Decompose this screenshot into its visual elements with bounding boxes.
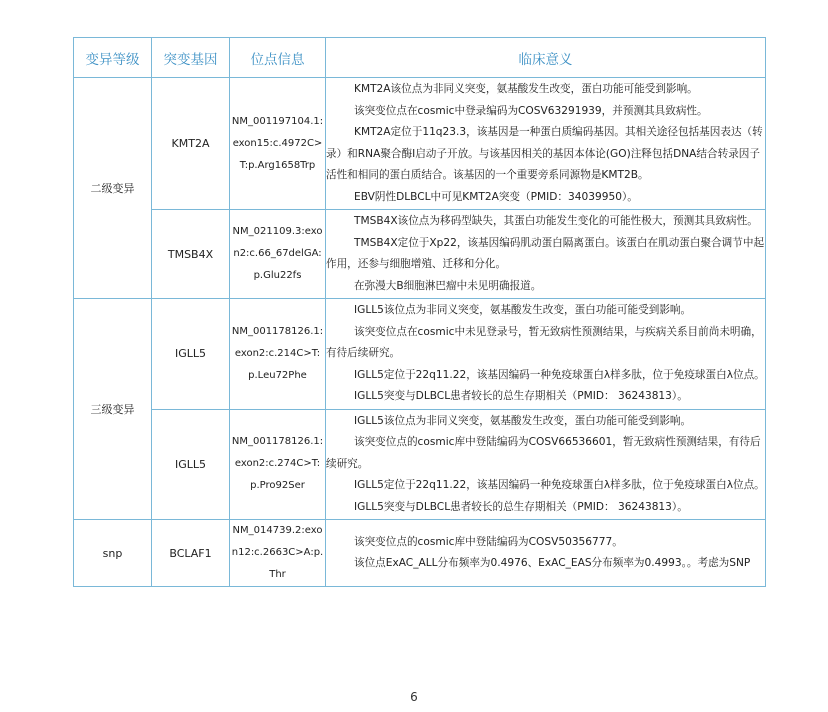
gene-cell: KMT2A: [152, 78, 230, 210]
significance-cell: [326, 520, 766, 587]
significance-cell: [326, 210, 766, 299]
gene-cell: IGLL5: [152, 409, 230, 520]
significance-para: 该突变位点在cosmic中未见登录号，暂无致病性预测结果，与疾病关系目前尚未明确，有待后续研究。: [326, 325, 762, 359]
header-significance: 临床意义: [326, 38, 766, 78]
gene-cell: BCLAF1: [152, 520, 230, 587]
significance-para: 该位点ExAC_ALL分布频率为0.4976、ExAC_EAS分布频率为0.4993。。考虑为SNP: [354, 557, 751, 569]
significance-para: IGLL5定位于22q11.22，该基因编码一种免疫球蛋白λ样多肽，位于免疫球蛋白λ位点。: [354, 368, 765, 381]
significance-para: 该突变位点的cosmic库中登陆编码为COSV66536601，暂无致病性预测结果，有待后续研究。: [326, 436, 761, 470]
variant-table: [73, 37, 766, 587]
table-row: [74, 78, 766, 210]
header-gene: 突变基因: [152, 38, 230, 78]
significance-para: KMT2A该位点为非同义突变，氨基酸发生改变，蛋白功能可能受到影响。: [354, 83, 698, 95]
page-number: 6: [410, 690, 418, 704]
significance-cell: [326, 409, 766, 520]
gene-cell: IGLL5: [152, 299, 230, 410]
level-cell-snp: snp: [74, 520, 152, 587]
table-row: [74, 520, 766, 587]
significance-para: KMT2A定位于11q23.3，该基因是一种蛋白质编码基因。其相关途径包括基因表达（转录）和RNA聚合酶I启动子开放。与该基因相关的基因本体论(GO)注释包括DNA结合转录因子活性和相同的蛋白质结合。该基因的一个重要旁系同源物是KMT2B。: [326, 126, 763, 181]
significance-para: IGLL5突变与DLBCL患者较长的总生存期相关（PMID： 36243813）。: [354, 500, 688, 513]
significance-para: TMSB4X该位点为移码型缺失，其蛋白功能发生变化的可能性极大，预测其具致病性。: [354, 215, 758, 227]
significance-para: IGLL5定位于22q11.22，该基因编码一种免疫球蛋白λ样多肽，位于免疫球蛋白λ位点。: [354, 479, 765, 491]
header-level: 变异等级: [74, 38, 152, 78]
significance-para: TMSB4X定位于Xp22，该基因编码肌动蛋白隔离蛋白。该蛋白在肌动蛋白聚合调节中起作用，还参与细胞增殖、迁移和分化。: [326, 236, 765, 270]
header-site: 位点信息: [230, 38, 326, 78]
site-cell: NM_001197104.1:exon15:c.4972C>T:p.Arg1658Trp: [230, 78, 326, 210]
significance-para: 该突变位点在cosmic中登录编码为COSV63291939，并预测其具致病性。: [354, 104, 708, 117]
significance-cell: [326, 78, 766, 210]
site-cell: NM_001178126.1:exon2:c.274C>T:p.Pro92Ser: [230, 409, 326, 520]
table-row: [74, 210, 766, 299]
significance-cell: [326, 299, 766, 410]
site-cell: NM_001178126.1:exon2:c.214C>T:p.Leu72Phe: [230, 299, 326, 410]
significance-para: IGLL5突变与DLBCL患者较长的总生存期相关（PMID： 36243813）。: [354, 390, 688, 402]
significance-para: 该突变位点的cosmic库中登陆编码为COSV50356777。: [354, 535, 623, 548]
table-row: [74, 409, 766, 520]
level-cell-g3: 三级变异: [74, 299, 152, 520]
significance-para: 在弥漫大B细胞淋巴瘤中未见明确报道。: [354, 279, 542, 292]
significance-para: IGLL5该位点为非同义突变，氨基酸发生改变，蛋白功能可能受到影响。: [354, 304, 692, 316]
site-cell: NM_014739.2:exon12:c.2663C>A:p.Thr: [230, 520, 326, 587]
table-row: [74, 299, 766, 410]
significance-para: EBV阴性DLBCL中可见KMT2A突变（PMID：34039950）。: [354, 190, 638, 203]
site-cell: NM_021109.3:exon2:c.66_67delGA:p.Glu22fs: [230, 210, 326, 299]
level-cell-g2: 二级变异: [74, 78, 152, 299]
significance-para: IGLL5该位点为非同义突变，氨基酸发生改变，蛋白功能可能受到影响。: [354, 414, 692, 427]
table-header-row: [74, 38, 766, 78]
gene-cell: TMSB4X: [152, 210, 230, 299]
